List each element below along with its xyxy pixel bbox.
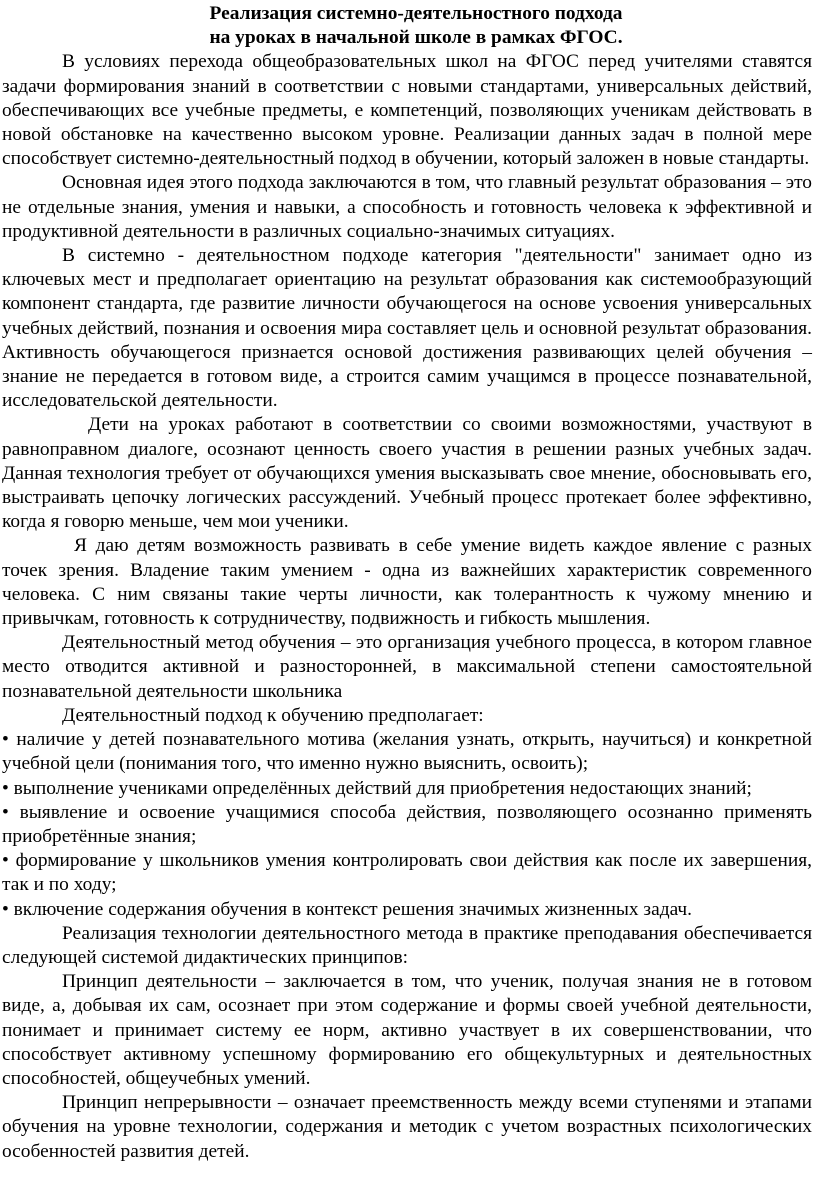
list-item: • выявление и освоение учащимися способа действия, позволяющего осознанно применять приобретённые знания; <box>2 801 812 847</box>
paragraph-main-idea: Основная идея этого подхода заключаются в том, что главный результат образования – это не отдельные знания, умения и навыки, а способность и готовность человека к эффективной и продуктивной деятельности в различных социально-значимых ситуациях. <box>2 172 812 242</box>
paragraph-viewpoints: Я даю детям возможность развивать в себе умение видеть каждое явление с разных точек зрения. Владение таким умением - одна из важнейших характеристик современного человека. С ним связаны такие черты личности, как толерантность к чужому мнению и привычкам, готовность к сотрудничеству, подвижность и гибкость мышления. <box>2 535 812 630</box>
paragraph-approach-intro: Деятельностный подход к обучению предполагает: <box>62 704 484 726</box>
paragraph-didactic-principles: Реализация технологии деятельностного метода в практике преподавания обеспечивается следующей системой дидактических принципов: <box>2 922 812 968</box>
document-title <box>2 2 812 50</box>
title-line-1: Реализация системно-деятельностного подхода <box>209 3 623 24</box>
paragraph-children-lessons: Дети на уроках работают в соответствии со своими возможностями, участвуют в равноправном диалоге, осознают ценность своего участия в решении разных учебных задач. Данная технология требует от обучающихся умения высказывать свое мнение, обосновывать его, выстраивать цепочку логических рассуждений. Учебный процесс протекает более эффективно, когда я говорю меньше, чем мои ученики. <box>2 414 812 533</box>
paragraph-activity-method: Деятельностный метод обучения – это организация учебного процесса, в котором главное место отводится активной и разносторонней, в максимальной степени самостоятельной познавательной деятельности школьника <box>2 632 812 702</box>
paragraph-principle-activity: Принцип деятельности – заключается в том, что ученик, получая знания не в готовом виде, а, добывая их сам, осознает при этом содержание и формы своей учебной деятельности, понимает и принимает систему ее норм, активно участвует в их совершенствовании, что способствует активному успешному формированию его общекультурных и деятельностных способностей, общеучебных умений. <box>2 971 812 1089</box>
list-item: • включение содержания обучения в контекст решения значимых жизненных задач. <box>2 898 692 920</box>
title-line-2: на уроках в начальной школе в рамках ФГОС. <box>209 27 623 49</box>
list-item: • выполнение учениками определённых действий для приобретения недостающих знаний; <box>2 777 752 799</box>
list-item: • наличие у детей познавательного мотива (желания узнать, открыть, научиться) и конкретной учебной цели (понимания того, что именно нужно выяснить, освоить); <box>2 729 812 775</box>
list-item: • формирование у школьников умения контролировать свои действия как после их завершения, так и по ходу; <box>2 850 812 896</box>
paragraph-intro: В условиях перехода общеобразовательных школ на ФГОС перед учителями ставятся задачи формирования знаний в соответствии с новыми стандартами, универсальных действий, обеспечивающих все учебные предметы, е компетенций, позволяющих ученикам действовать в новой обстановке на качественно высоком уровне. Реализации данных задач в полной мере способствует системно-деятельностный подход в обучении, который заложен в новые стандарты. <box>2 51 812 170</box>
paragraph-activity-category: В системно - деятельностном подходе категория "деятельности" занимает одно из ключевых мест и предполагает ориентацию на результат образования как системообразующий компонент стандарта, где развитие личности обучающегося на основе усвоения универсальных учебных действий, познания и освоения мира составляет цель и основной результат образования. Активность обучающегося признается основой достижения развивающих целей обучения – знание не передается в готовом виде, а строится самим учащимся в процессе познавательной, исследовательской деятельности. <box>2 245 812 412</box>
paragraph-principle-continuity: Принцип непрерывности – означает преемственность между всеми ступенями и этапами обучения на уровне технологии, содержания и методик с учетом возрастных психологических особенностей развития детей. <box>2 1092 812 1162</box>
